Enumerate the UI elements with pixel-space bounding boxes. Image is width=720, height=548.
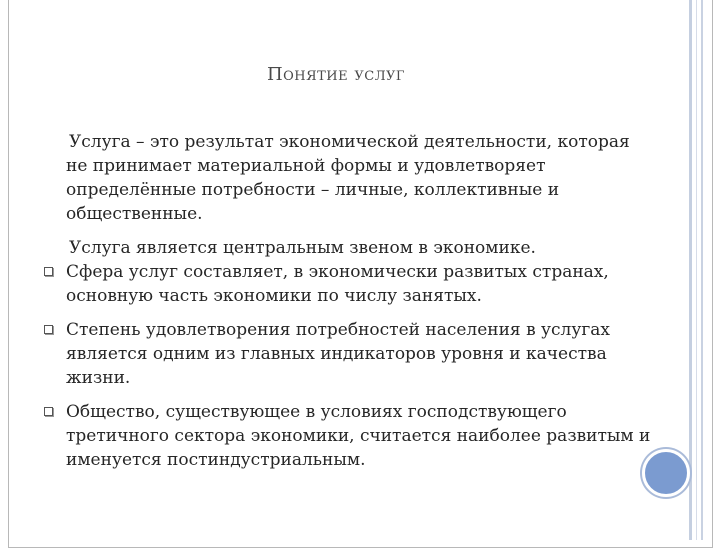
bullet-item <box>66 318 656 390</box>
decorative-stripe <box>701 0 703 540</box>
slide-body <box>66 130 656 472</box>
intro-paragraph-2: Услуга является центральным звеном в экономике. <box>69 238 536 258</box>
bullet-item <box>66 260 656 308</box>
bullet-text: Сфера услуг составляет, в экономически развитых странах, основную часть экономики по числу занятых. <box>66 262 609 306</box>
slide-title: Понятие услуг <box>266 64 406 85</box>
decorative-stripe <box>696 0 697 540</box>
bullet-item <box>66 400 656 472</box>
bullet-text: Общество, существующее в условиях господствующего третичного сектора экономики, считается наиболее развитым и именуется постиндустриальным. <box>66 402 651 470</box>
square-bullet-icon <box>44 267 53 276</box>
square-bullet-icon <box>44 407 53 416</box>
intro-paragraph-1: Услуга – это результат экономической деятельности, которая не принимает материальной формы и удовлетворяет определённые потребности – личные, коллективные и общественные. <box>66 132 630 224</box>
square-bullet-icon <box>44 325 53 334</box>
bullet-text: Степень удовлетворения потребностей населения в услугах является одним из главных индикаторов уровня и качества жизни. <box>66 320 610 388</box>
decorative-circle-icon <box>642 449 690 497</box>
decorative-stripe <box>689 0 692 540</box>
